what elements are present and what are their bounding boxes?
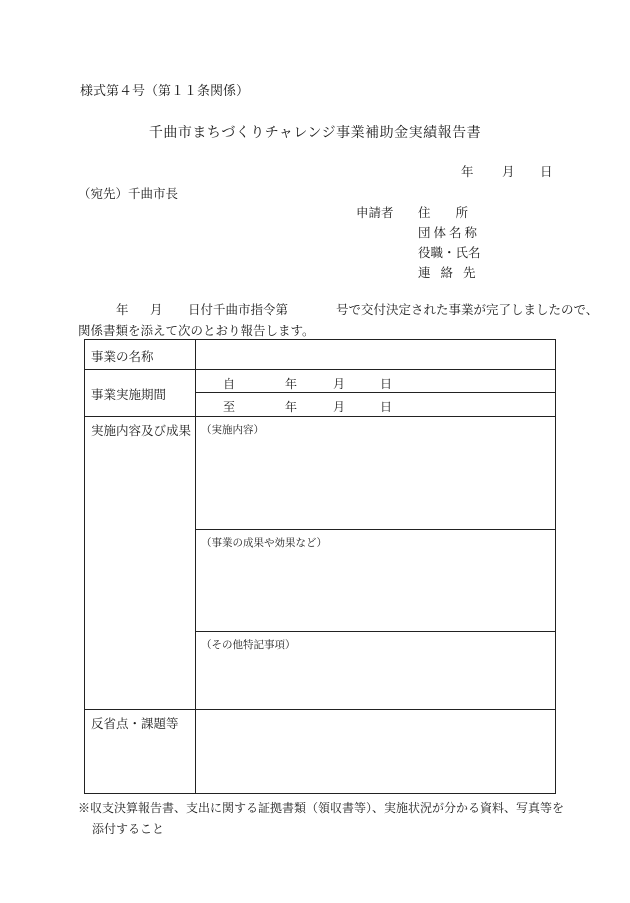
- date-day: 日: [540, 164, 553, 179]
- period-to-day: 日: [380, 400, 393, 414]
- applicant-position-name-label: 役職・氏名: [418, 245, 481, 260]
- period-to-year: 年: [285, 400, 298, 414]
- form-number: 様式第４号（第１１条関係）: [80, 84, 250, 99]
- date-year: 年: [461, 164, 474, 179]
- date-month: 月: [502, 164, 515, 179]
- report-statement-line-2: 関係書類を添えて次のとおり報告します。: [78, 323, 315, 338]
- report-table: [84, 339, 556, 794]
- period-from-prefix: 自: [223, 377, 236, 391]
- other-notes-field[interactable]: [196, 651, 555, 708]
- table-rule: [195, 631, 555, 632]
- document-title: 千曲市まちづくりチャレンジ事業補助金実績報告書: [148, 125, 482, 141]
- content-sub-implementation: （実施内容）: [201, 424, 264, 436]
- applicant-label: 申請者: [356, 205, 394, 220]
- period-from-day: 日: [380, 377, 393, 391]
- footnote-line-1: ※収支決算報告書、支出に関する証拠書類（領収書等）、実施状況が分かる資料、写真等を: [78, 801, 565, 815]
- applicant-contact-label: 連 絡 先: [418, 265, 479, 280]
- applicant-group-name-label: 団体名称: [418, 225, 481, 240]
- statement-year: 年: [116, 302, 129, 317]
- period-from-month: 月: [333, 377, 346, 391]
- period-label: 事業実施期間: [91, 387, 167, 402]
- period-to-month: 月: [333, 400, 346, 414]
- reflection-label: 反省点・課題等: [91, 716, 179, 731]
- statement-month: 月: [150, 302, 163, 317]
- applicant-address-label: 住 所: [418, 205, 469, 220]
- table-rule: [85, 416, 555, 417]
- reflection-field[interactable]: [196, 710, 555, 793]
- results-field[interactable]: [196, 549, 555, 630]
- project-name-field[interactable]: [196, 340, 555, 369]
- content-label: 実施内容及び成果: [91, 423, 192, 438]
- project-name-label: 事業の名称: [91, 349, 154, 364]
- table-rule: [195, 529, 555, 530]
- statement-ref: 日付千曲市指令第: [188, 302, 289, 317]
- footnote-line-2: 添付すること: [92, 822, 165, 836]
- content-sub-other: （その他特記事項）: [201, 639, 296, 651]
- addressee: （宛先）千曲市長: [78, 186, 179, 201]
- table-rule: [85, 369, 555, 370]
- period-to-prefix: 至: [223, 400, 236, 414]
- period-from-year: 年: [285, 377, 298, 391]
- content-sub-results: （事業の成果や効果など）: [201, 537, 327, 549]
- statement-tail: 号で交付決定された事業が完了しましたので、: [336, 302, 599, 317]
- implementation-field[interactable]: [196, 436, 555, 528]
- table-rule: [195, 392, 555, 393]
